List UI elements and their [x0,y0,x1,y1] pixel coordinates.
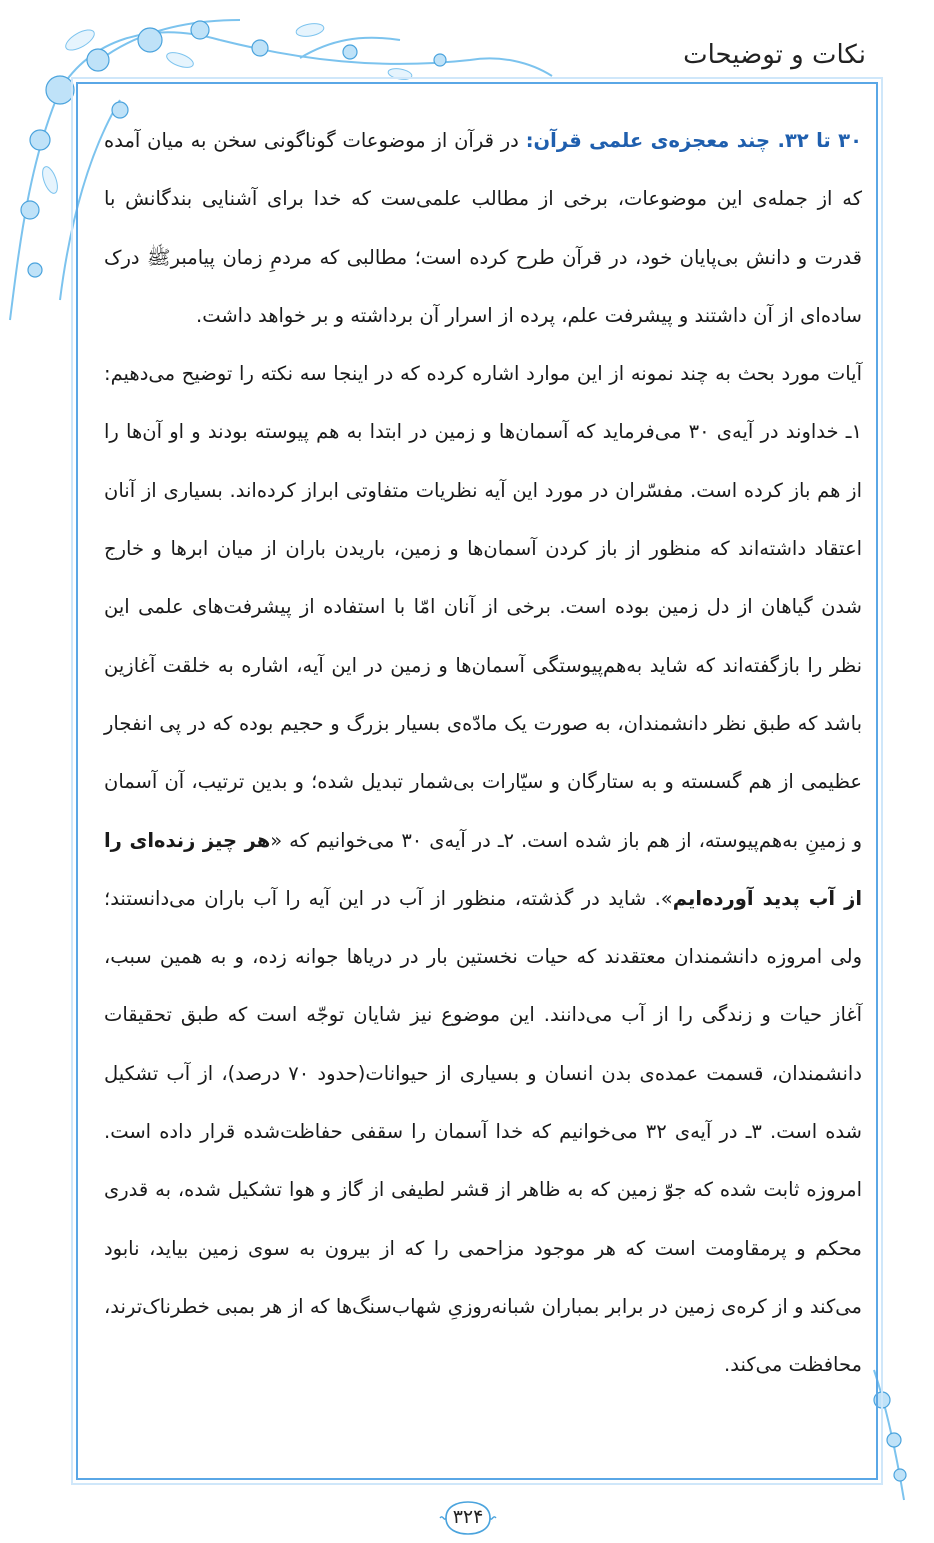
page-number: ۳۲۴ [452,1506,484,1528]
paragraph-lead-heading: ۳۰ تا ۳۲. چند معجزه‌ی علمی قرآن: [525,129,862,152]
paragraph-2-text-a: آیات مورد بحث به چند نمونه از این موارد اشاره کرده که در اینجا سه نکته را توضیح می‌دهیم: ۱ـ خداوند در آیه‌ی ۳۰ می‌فرماید که آسمان‌ها و زمین در ابتدا به هم پیوسته بودند و او آن‌ها را از هم باز کرده است. مفسّران در مورد این آیه نظریات متفاوتی ابراز کرده‌اند. بسیاری از آنان اعتقاد داشته‌اند که منظور از باز کردن آسمان‌ها و زمین، باریدن باران از میان ابرها و خارج شدن گیاهان از دل زمین بوده است. برخی از آنان امّا با استفاده از پیشرفت‌های علمی این نظر را بازگفته‌اند که شاید به‌هم‌پیوستگی آسمان‌ها و زمین در این آیه، اشاره به خلقت آغازین باشد که طبق نظر دانشمندان، به صورت یک مادّه‌ی بسیار بزرگ و حجیم بوده که در پی انفجار عظیمی از هم گسسته و به ستارگان و سیّارات بی‌شمار تبدیل شده؛ و بدین ترتیب، آن آسمان و زمینِ به‌هم‌پیوسته، از هم باز شده است. ۲ـ در آیه‌ی ۳۰ می‌خوانیم که « [104,362,862,852]
section-title: نکات و توضیحات [683,40,866,70]
page-number-badge [438,1498,498,1538]
paragraph-1 [104,112,862,345]
paragraph-2 [104,345,862,1394]
paragraph-2-text-b: ». شاید در گذشته، منظور از آب در این آیه را آب باران می‌دانستند؛ ولی امروزه دانشمندان معتقدند که حیات نخستین بار در دریاها جوانه زده، و به همین سبب، آغاز حیات و زندگی را از آب می‌دانند. این موضوع نیز شایان توجّه است که طبق تحقیقات دانشمندان، قسمت عمده‌ی بدن انسان و بسیاری از حیوانات(حدود ۷۰ درصد)، از آب تشکیل شده است. ۳ـ در آیه‌ی ۳۲ می‌خوانیم که خدا آسمان را سقفی حفاظت‌شده قرار داده است. امروزه ثابت شده که جوّ زمین که به ظاهر از قشر لطیفی از گاز و هوا تشکیل شده، به قدری محکم و پرمقاومت است که هر موجود مزاحمی را که از بیرون به سوی زمین بیاید، نابود می‌کند و از کره‌ی زمین در برابر بمباران شبانه‌روزیِ شهاب‌سنگ‌ها که از هر بمبی خطرناک‌ترند، محافظت می‌کند. [104,886,863,1377]
quranic-quote: هر چیز زنده‌ای را از آب پدید آورده‌ایم [104,828,863,910]
main-content [104,112,862,1395]
paragraph-1-text: در قرآن از موضوعات گوناگونی سخن به میان آمده که از جمله‌ی این موضوعات، برخی از مطالب علمی‌ست که خدا برای آشنایی بندگانش با قدرت و دانش بی‌پایان خود، در قرآن طرح کرده است؛ مطالبی که مردمِ زمان پیامبرﷺ درک ساده‌ای از آن داشتند و پیشرفت علم، پرده از اسرار آن برداشته و بر خواهد داشت. [104,129,862,327]
